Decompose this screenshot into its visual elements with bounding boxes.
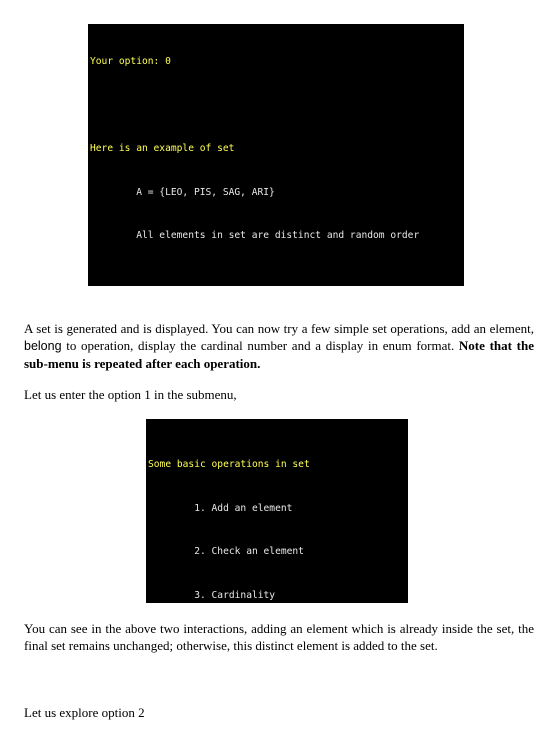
console-line: All elements in set are distinct and random order (90, 230, 420, 241)
paragraph-text: A set is generated and is displayed. You can now try a few simple set operations, add an element, (24, 321, 534, 336)
console-line: Here is an example of set (90, 143, 235, 154)
console-output-2 (146, 419, 408, 603)
console-line: A = {LEO, PIS, SAG, ARI} (90, 186, 275, 198)
console-line: 3. Cardinality (148, 589, 276, 601)
paragraph-interaction-summary: You can see in the above two interactions, adding an element which is already inside the set, the final set remains unchanged; otherwise, this distinct element is added to the set. (24, 621, 534, 653)
console-line: 2. Check an element (148, 546, 304, 557)
console-line: Some basic operations in set (148, 459, 310, 470)
paragraph-enter-option: Let us enter the option 1 in the submenu, (24, 387, 237, 402)
paragraph-text: to operation, display the cardinal number and a display in enum format. (61, 338, 459, 353)
console-line: 1. Add an element (148, 502, 293, 514)
paragraph-text-belong: belong (24, 339, 62, 353)
paragraph-set-operations (24, 320, 534, 372)
paragraph-explore-option-2: Let us explore option 2 (24, 705, 145, 720)
console-output-1 (88, 24, 464, 286)
console-line (90, 99, 464, 114)
console-line (90, 273, 464, 287)
console-line: Your option: 0 (90, 56, 171, 67)
paragraph-bold-note: Note that the sub-menu is repeated after each operation. (24, 338, 534, 371)
